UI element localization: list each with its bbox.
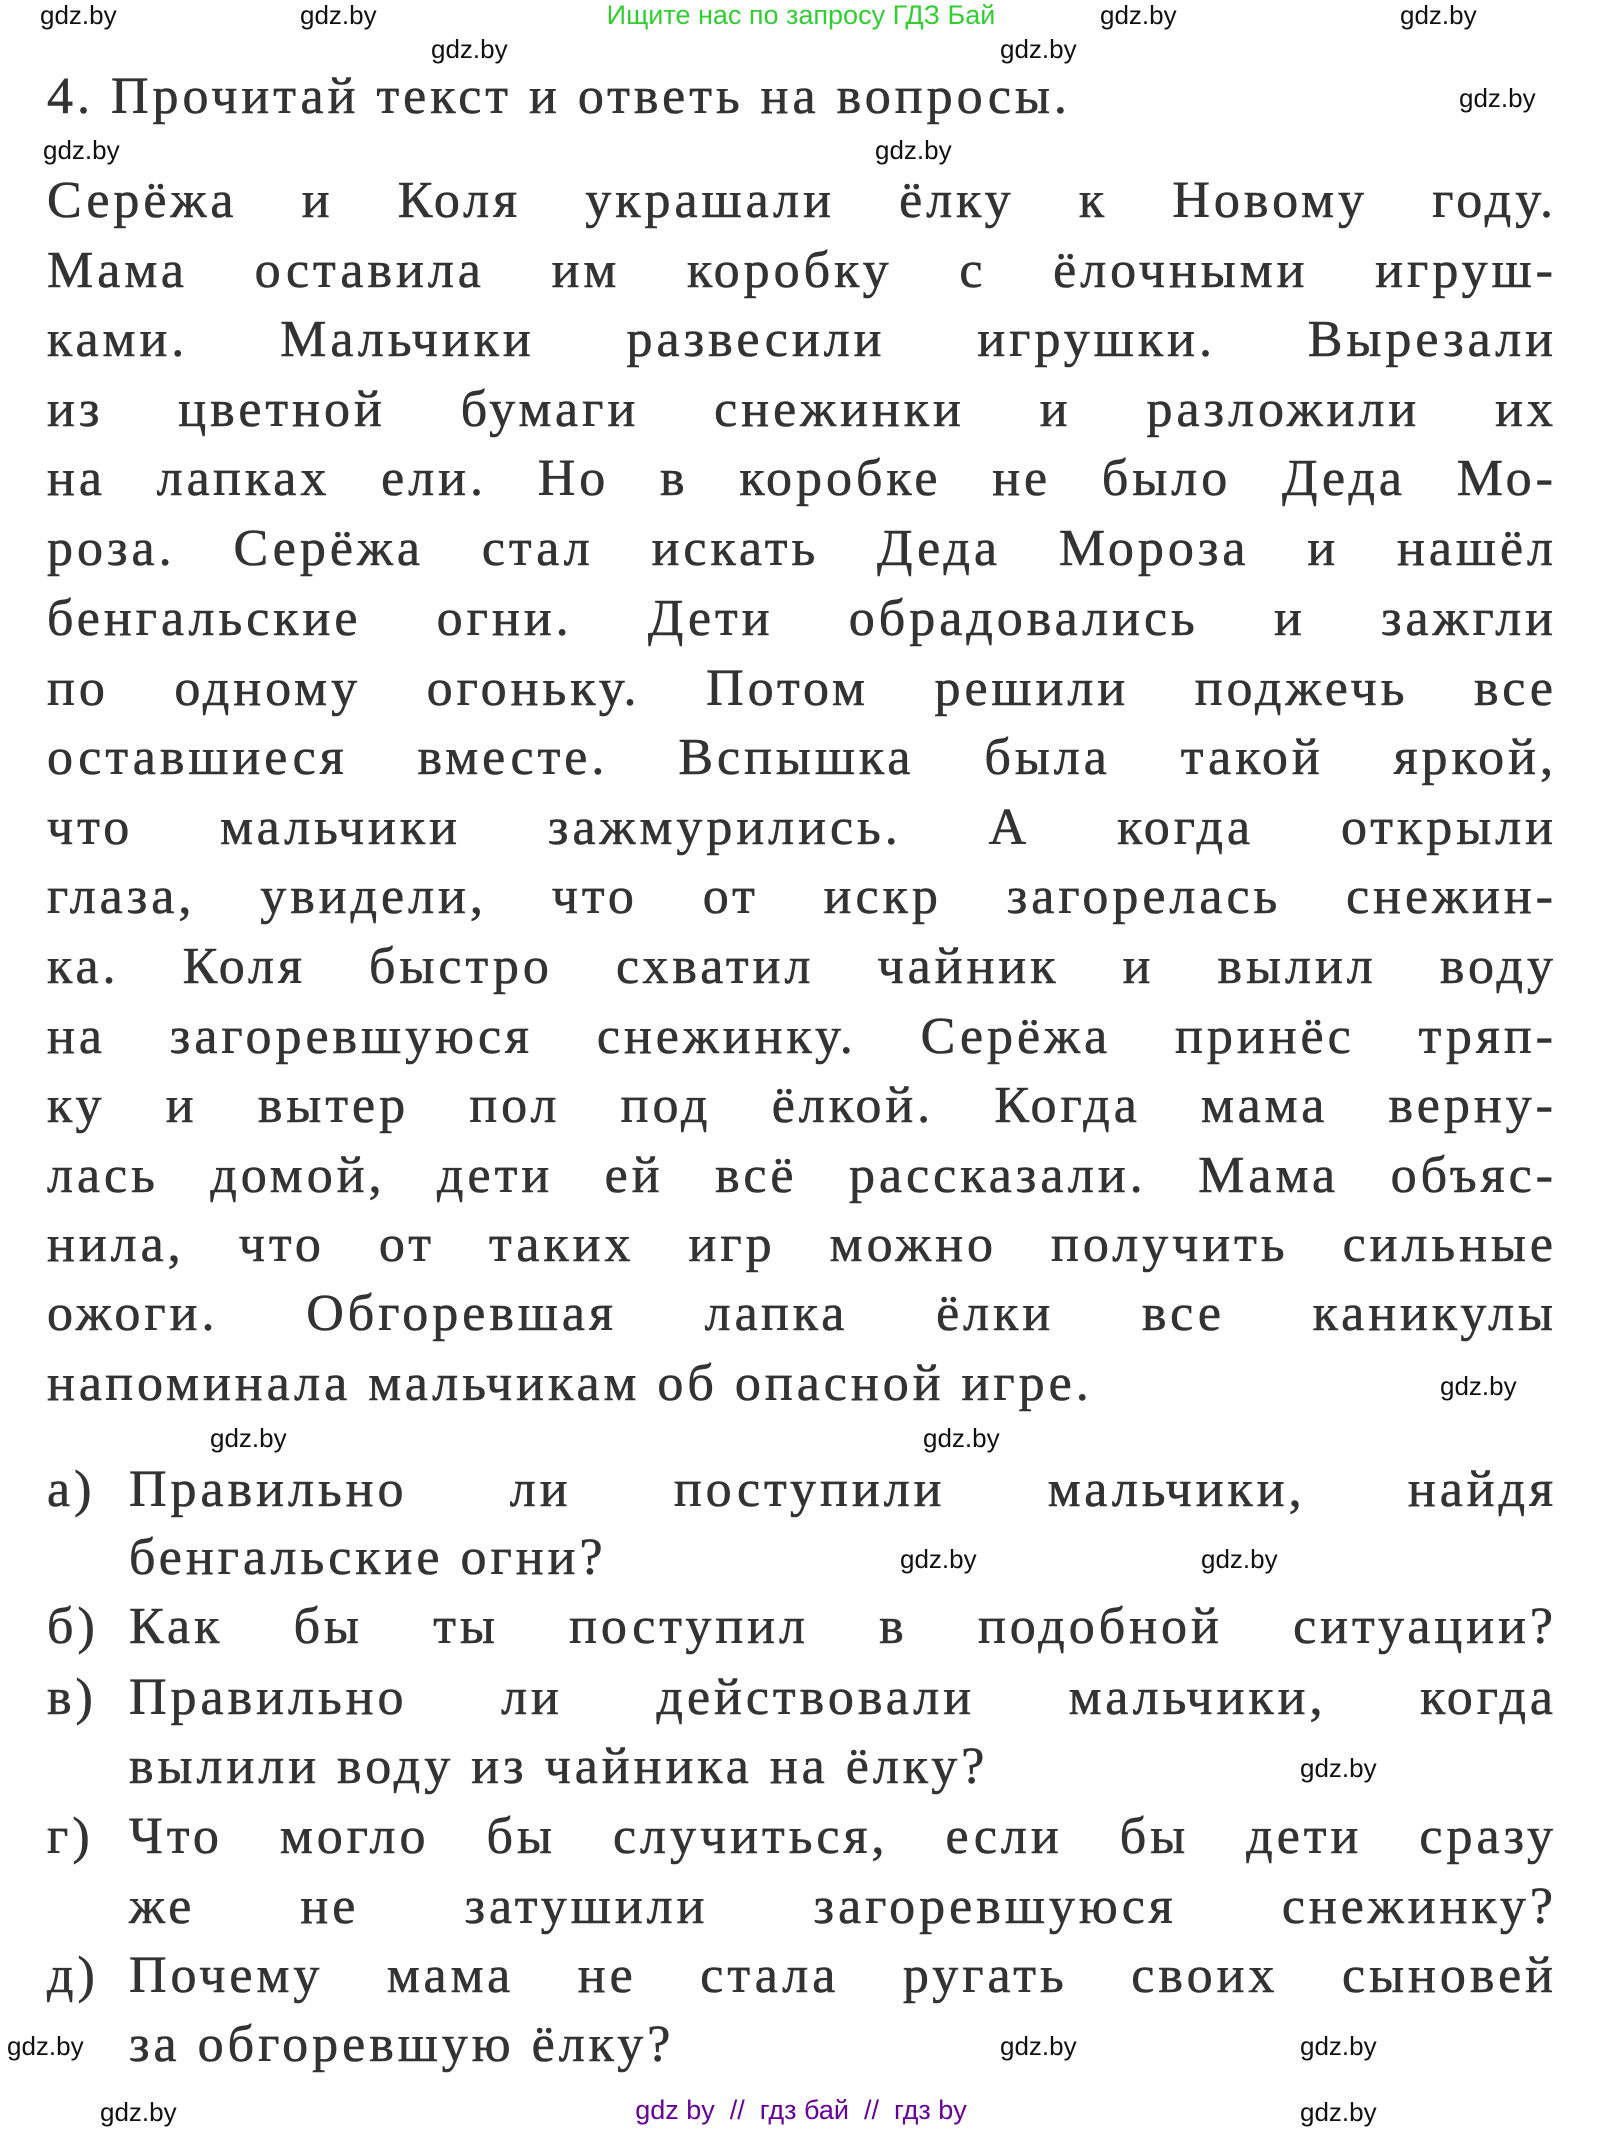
text-line: ожоги. Обгоревшая лапка ёлки все каникулы xyxy=(47,1285,1557,1342)
question-label: в) xyxy=(47,1669,97,1726)
watermark: gdz.by xyxy=(1300,2031,1377,2061)
text-line: что мальчики зажмурились. А когда открыли xyxy=(47,799,1557,856)
watermark: gdz.by xyxy=(40,0,117,30)
search-banner: Ищите нас по запросу ГДЗ Бай xyxy=(606,0,996,30)
watermark: gdz.by xyxy=(1201,1544,1278,1574)
text-line: роза. Серёжа стал искать Деда Мороза и нашёл xyxy=(47,520,1557,577)
text-line: на загоревшуюся снежинку. Серёжа принёс тряп- xyxy=(47,1008,1557,1065)
watermark: gdz.by xyxy=(7,2031,84,2061)
question-line: Как бы ты поступил в подобной ситуации? xyxy=(129,1598,1557,1655)
watermark: gdz.by xyxy=(1400,0,1477,30)
watermark: gdz.by xyxy=(923,1423,1000,1453)
task-title: 4. Прочитай текст и ответь на вопросы. xyxy=(47,68,1071,125)
question-line: же не затушили загоревшуюся снежинку? xyxy=(129,1878,1557,1935)
watermark: gdz.by xyxy=(431,34,508,64)
text-line: из цветной бумаги снежинки и разложили их xyxy=(47,381,1557,438)
question-label: г) xyxy=(47,1808,94,1865)
text-line: ка. Коля быстро схватил чайник и вылил воду xyxy=(47,938,1557,995)
watermark: gdz.by xyxy=(1000,34,1077,64)
footer xyxy=(0,2094,1602,2126)
watermark: gdz.by xyxy=(875,135,952,165)
text-line: ками. Мальчики развесили игрушки. Вырезали xyxy=(47,311,1557,368)
question-line: Правильно ли поступили мальчики, найдя xyxy=(129,1461,1557,1518)
text-line: Серёжа и Коля украшали ёлку к Новому году. xyxy=(47,172,1557,229)
text-line: оставшиеся вместе. Вспышка была такой яркой, xyxy=(47,729,1557,786)
question-label: а) xyxy=(47,1461,96,1518)
watermark: gdz.by xyxy=(1300,2097,1377,2127)
question-line: за обгоревшую ёлку? xyxy=(129,2016,675,2073)
text-line: ку и вытер пол под ёлкой. Когда мама верну- xyxy=(47,1077,1557,1134)
watermark: gdz.by xyxy=(1440,1371,1517,1401)
watermark: gdz.by xyxy=(210,1423,287,1453)
text-line: Мама оставила им коробку с ёлочными игруш- xyxy=(47,242,1557,299)
question-line: Правильно ли действовали мальчики, когда xyxy=(129,1669,1557,1726)
watermark: gdz.by xyxy=(43,135,120,165)
text-line: на лапках ели. Но в коробке не было Деда Мо- xyxy=(47,450,1557,507)
question-line: Что могло бы случиться, если бы дети сразу xyxy=(129,1808,1557,1865)
text-line: по одному огоньку. Потом решили поджечь все xyxy=(47,660,1557,717)
text-line: глаза, увидели, что от искр загорелась снежин- xyxy=(47,868,1557,925)
watermark: gdz.by xyxy=(1100,0,1177,30)
question-line: вылили воду из чайника на ёлку? xyxy=(129,1738,989,1795)
watermark: gdz.by xyxy=(900,1544,977,1574)
question-line: бенгальские огни? xyxy=(129,1529,607,1586)
watermark: gdz.by xyxy=(300,0,377,30)
text-line: нила, что от таких игр можно получить сильные xyxy=(47,1216,1557,1273)
watermark: gdz.by xyxy=(1000,2031,1077,2061)
watermark: gdz.by xyxy=(100,2097,177,2127)
question-label: д) xyxy=(47,1947,99,2004)
watermark: gdz.by xyxy=(1300,1753,1377,1783)
text-line: бенгальские огни. Дети обрадовались и зажгли xyxy=(47,590,1557,647)
footer-links: gdz by // гдз бай // гдз by xyxy=(635,2095,967,2125)
text-line: лась домой, дети ей всё рассказали. Мама объяс- xyxy=(47,1147,1557,1204)
question-line: Почему мама не стала ругать своих сыновей xyxy=(129,1947,1557,2004)
question-label: б) xyxy=(47,1598,99,1655)
watermark: gdz.by xyxy=(1459,83,1536,113)
text-line: напоминала мальчикам об опасной игре. xyxy=(47,1355,1093,1412)
